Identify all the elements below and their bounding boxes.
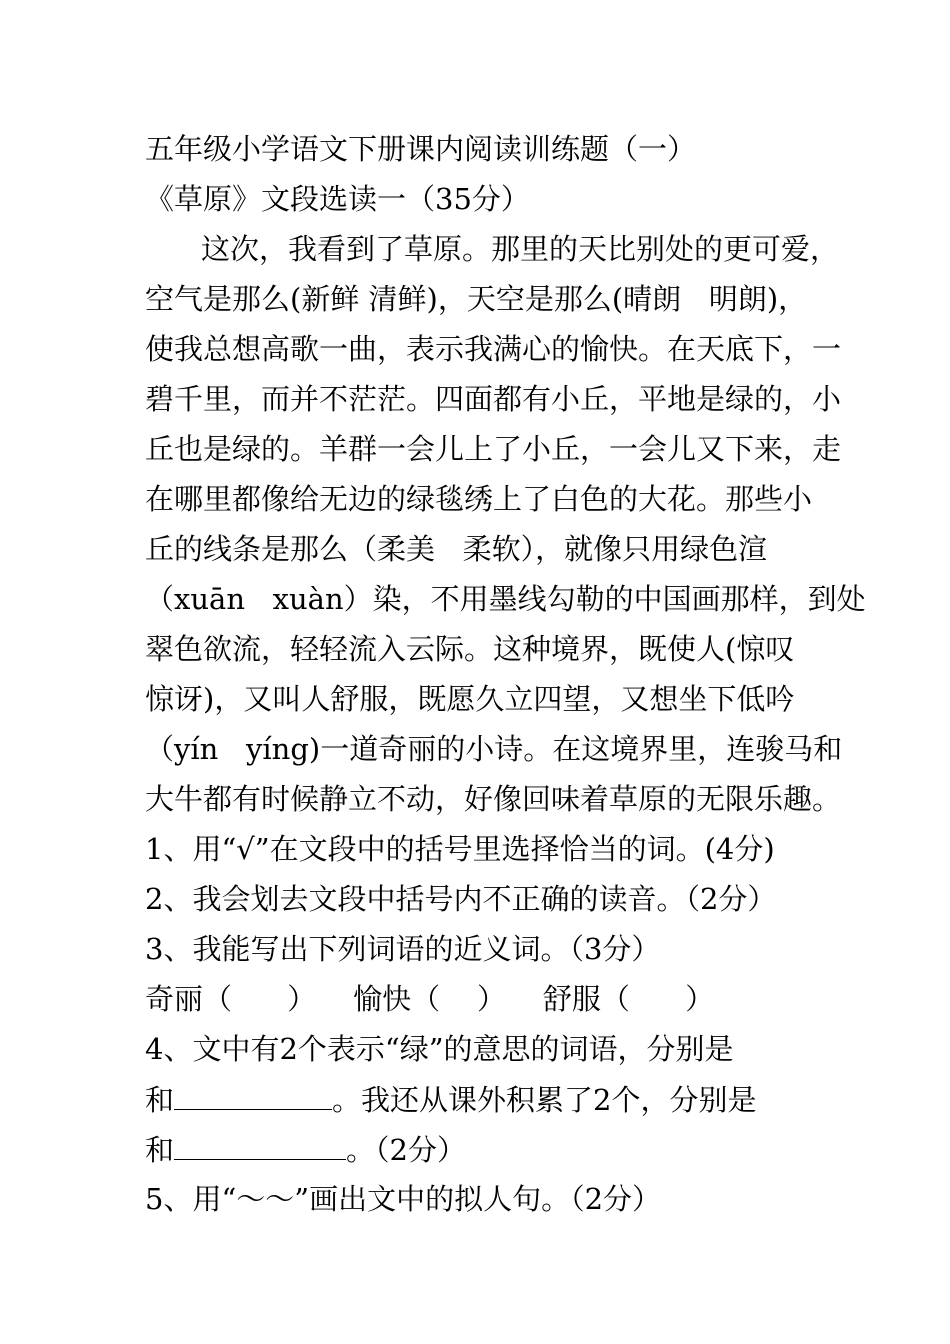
conjunction-text: 和 — [145, 1133, 175, 1167]
answer-blank[interactable] — [174, 1081, 332, 1110]
passage-line: 丘也是绿的。羊群一会儿上了小丘，一会儿又下来，走 — [145, 432, 842, 466]
passage-line: 空气是那么(新鲜 清鲜)，天空是那么(晴朗 明朗)， — [145, 282, 808, 316]
question-4-answer-line-1 — [145, 1081, 756, 1118]
passage-line: 惊讶)，又叫人舒服，既愿久立四望，又想坐下低吟 — [145, 682, 795, 716]
passage-line: （yín yíng)一道奇丽的小诗。在这境界里，连骏马和 — [145, 732, 843, 766]
passage-line: 翠色欲流，轻轻流入云际。这种境界，既使人(惊叹 — [145, 632, 795, 666]
question-4: 4、文中有2个表示“绿”的意思的词语，分别是 — [145, 1032, 734, 1066]
passage-line: 在哪里都像给无边的绿毯绣上了白色的大花。那些小 — [145, 482, 813, 516]
question-5: 5、用“～～”画出文中的拟人句。（2分） — [145, 1182, 662, 1216]
passage-line: 大牛都有时候静立不动，好像回味着草原的无限乐趣。 — [145, 782, 842, 816]
passage-line: （xuān xuàn）染，不用墨线勾勒的中国画那样，到处 — [145, 582, 866, 616]
section-title: 《草原》文段选读一（35分） — [145, 182, 530, 216]
question-3: 3、我能写出下列词语的近义词。（3分） — [145, 932, 661, 966]
conjunction-text: 和 — [145, 1083, 175, 1117]
question-4-points: 。（2分） — [346, 1133, 466, 1167]
question-2: 2、我会划去文段中括号内不正确的读音。（2分） — [145, 882, 777, 916]
question-3-words: 奇丽（ ） 愉快（ ） 舒服（ ） — [145, 982, 715, 1016]
passage-line: 使我总想高歌一曲，表示我满心的愉快。在天底下，一 — [145, 332, 842, 366]
worksheet-title: 五年级小学语文下册课内阅读训练题（一） — [145, 132, 697, 166]
question-1: 1、用“√”在文段中的括号里选择恰当的词。(4分) — [145, 832, 775, 866]
question-4-answer-line-2 — [145, 1131, 466, 1168]
passage-line: 碧千里，而并不茫茫。四面都有小丘，平地是绿的，小 — [145, 382, 842, 416]
answer-blank[interactable] — [174, 1131, 346, 1160]
question-4-continuation: 。我还从课外积累了2个，分别是 — [332, 1083, 757, 1117]
passage-line: 这次，我看到了草原。那里的天比别处的更可爱， — [201, 232, 840, 266]
passage-line: 丘的线条是那么（柔美 柔软），就像只用绿色渲 — [145, 532, 768, 566]
